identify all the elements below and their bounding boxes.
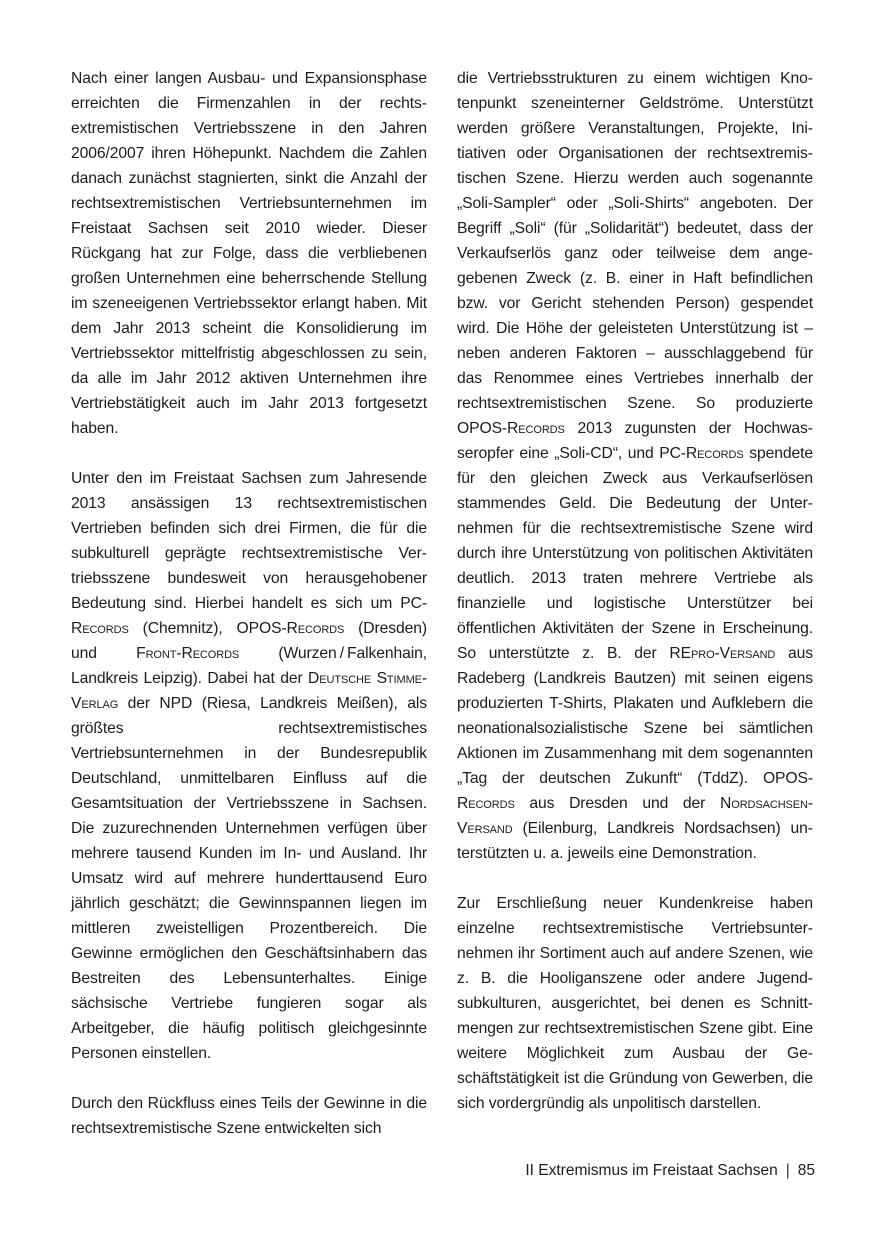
paragraph-text: Durch den Rückfluss eines Teils der Gewinne in die rechtsextremistische Szene entwickelten sich xyxy=(71,1095,427,1137)
company-name: PC-Records xyxy=(659,445,744,462)
chapter-title: II Extremismus im Freistaat Sachsen xyxy=(525,1162,778,1179)
paragraph-text: der NPD (Riesa, Landkreis Meißen), als größtes rechtsextremistisches Vertriebsunternehmen in der Bundesrepublik Deutschland, unmittelbaren Einfluss auf die Gesamtsituation der Vertriebsszene in Sachsen. Die zuzurechnenden Unternehmen verfügen über mehrere tausend Kunden im In- und Ausland. Ihr Umsatz wird auf mehrere hunderttausend Euro jährlich geschätzt; die Gewinnspannen liegen im mittleren zweistelligen Prozentbereich. Die Gewinne ermöglichen den Geschäftsinhabern das Bestreiten des Lebensunterhaltes. Einige sächsische Vertriebe fungieren sogar als Arbeitgeber, die häufig politisch gleichgesinnte Personen einstellen. xyxy=(71,695,427,1062)
company-name: REpro-Versand xyxy=(669,645,776,662)
right-column xyxy=(457,66,813,1141)
paragraph-text: Unter den im Freistaat Sachsen zum Jahresende 2013 ansässigen 13 rechtsextremistischen Vertrieben befinden sich drei Firmen, die für die subkulturell geprägte rechtsextremistische Vertriebsszene bundesweit von herausgehobener Bedeutung sind. Hierbei handelt es sich um xyxy=(71,470,427,612)
left-column xyxy=(71,66,427,1166)
footer-separator: | xyxy=(785,1162,790,1179)
paragraph xyxy=(71,466,427,1066)
paragraph xyxy=(457,891,813,1116)
paragraph xyxy=(457,66,813,866)
paragraph-text: (Chemnitz), xyxy=(128,620,237,637)
paragraph-text: aus Dresden und der xyxy=(514,795,721,812)
company-name: OPOS-Records xyxy=(457,770,813,812)
company-name: Nordsachsen-Versand xyxy=(457,795,813,837)
paragraph-text: Nach einer langen Ausbau- und Expansionsphase erreichten die Firmenzahlen in der rechtsextremistischen Vertriebsszene in den Jahren 2006/2007 ihren Höhepunkt. Nachdem die Zahlen danach zunächst stagnierten, sinkt die Anzahl der rechtsextremistischen Vertriebsunternehmen im Freistaat Sachsen seit 2010 wieder. Dieser Rückgang hat zur Folge, dass die verbliebenen großen Unternehmen eine beherrschende Stellung im szeneeigenen Vertriebssektor erlangt haben. Mit dem Jahr 2013 scheint die Konsolidierung im Vertriebssektor mittelfristig abgeschlossen zu sein, da alle im Jahr 2012 aktiven Unternehmen ihre Vertriebstätigkeit auch im Jahr 2013 fortgesetzt haben. xyxy=(71,70,427,437)
page-footer xyxy=(525,1160,815,1182)
company-name: PC-Records xyxy=(71,595,427,637)
paragraph xyxy=(71,66,427,441)
paragraph-text: spendete für den gleichen Zweck aus Verkaufserlösen stammendes Geld. Die Bedeutung der Unternehmen für die rechtsextremistische Szene wird durch ihre Unterstützung von politischen Aktivitäten deutlich. 2013 traten mehrere Vertriebe als finanzielle und logistische Unterstützer bei öffentlichen Aktivitäten der Szene in Erscheinung. So unterstützte z. B. der xyxy=(457,445,813,662)
paragraph-text: (Eilenburg, Landkreis Nordsachsen) unterstützten u. a. jeweils eine Demonstration. xyxy=(457,820,813,862)
company-name: OPOS-Records xyxy=(457,420,565,437)
paragraph-text: die Vertriebsstrukturen zu einem wichtigen Knotenpunkt szeneinterner Geldströme. Unterstützt werden größere Veranstaltungen, Projekte, Initiativen oder Organisationen der rechtsextremistischen Szene. Hierzu werden auch sogenannte „Soli-Sampler“ oder „Soli-Shirts“ angeboten. Der Begriff „Soli“ (für „Solidarität“) bedeutet, dass der Verkaufserlös ganz oder teilweise dem angegebenen Zweck (z. B. einer in Haft befindlichen bzw. vor Gericht stehenden Person) gespendet wird. Die Höhe der geleisteten Unterstützung ist – neben anderen Faktoren – ausschlaggebend für das Renommee eines Vertriebes innerhalb der rechtsextremistischen Szene. So produzierte xyxy=(457,70,813,412)
company-name: Deutsche Stimme-Verlag xyxy=(71,670,427,712)
paragraph-text: (Dresden) und xyxy=(71,620,428,662)
company-name: OPOS-Records xyxy=(236,620,345,637)
paragraph-text: aus Radeberg (Landkreis Bautzen) mit seinen eigens produzierten T-Shirts, Plakaten und Aufklebern die neonationalsozialistische Szene bei sämtlichen Aktionen im Zusammenhang mit dem sogenannten „Tag der deutschen Zukunft“ (TddZ). xyxy=(457,645,813,787)
paragraph-text: (Wurzen / Falkenhain, Landkreis Leipzig). Dabei hat der xyxy=(71,645,427,687)
paragraph-text: Zur Erschließung neuer Kundenkreise haben einzelne rechtsextremistische Vertriebsunternehmen ihr Sortiment auch auf andere Szenen, wie z. B. die Hooliganszene oder andere Jugendsubkulturen, ausgerichtet, bei denen es Schnittmengen zur rechtsextremistischen Szene gibt. Eine weitere Möglichkeit zum Ausbau der Geschäftstätigkeit ist die Gründung von Gewerben, die sich vordergründig als unpolitisch darstellen. xyxy=(457,895,813,1112)
paragraph-text: 2013 zugunsten der Hochwasseropfer eine „Soli-CD“, und xyxy=(457,420,813,462)
paragraph xyxy=(71,1091,427,1141)
page-number: 85 xyxy=(797,1162,815,1179)
company-name: Front-Records xyxy=(136,645,240,662)
